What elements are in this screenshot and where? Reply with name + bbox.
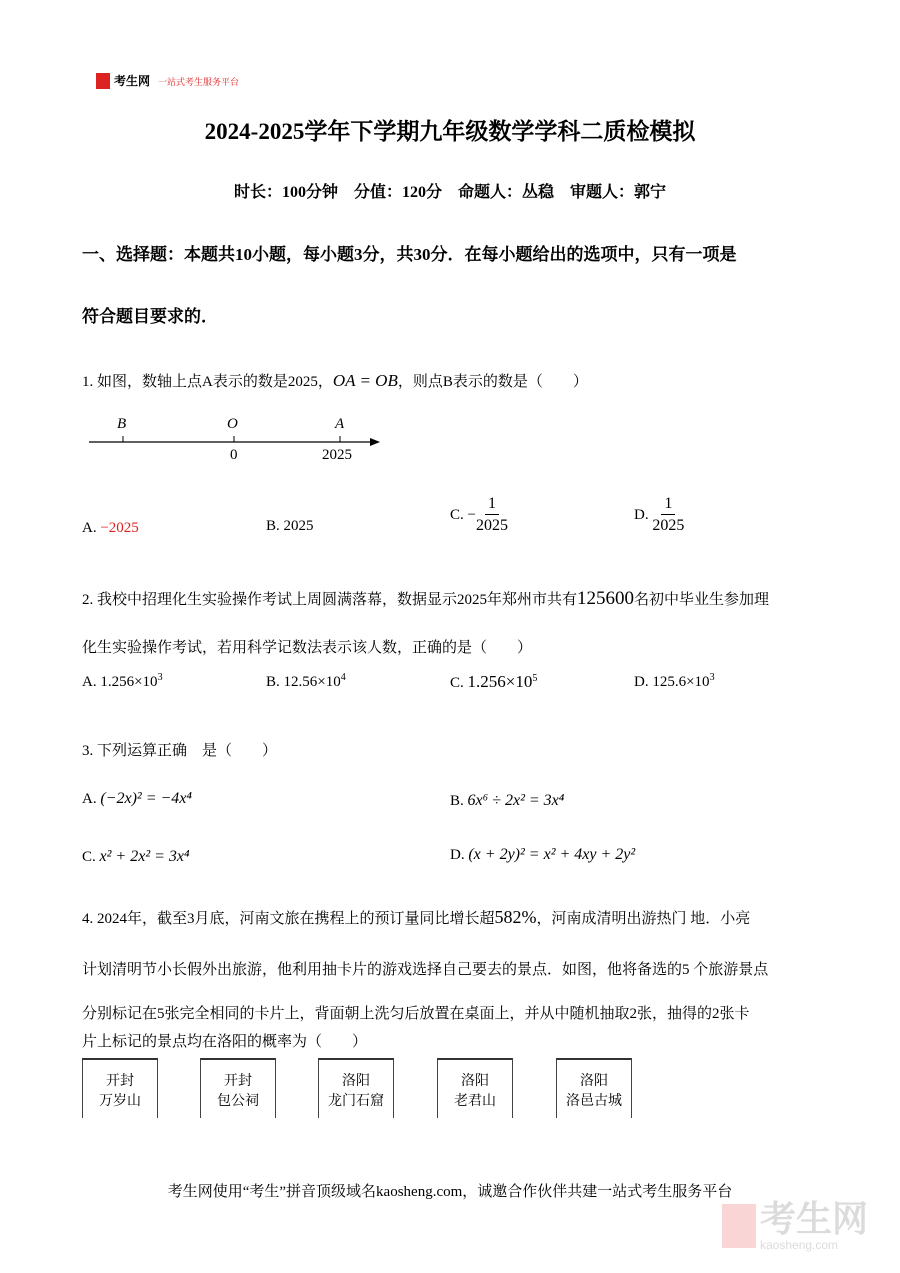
question-4-line2: 计划清明节小长假外出旅游，他利用抽卡片的游戏选择自己要去的景点．如图，他将备选的5 个旅游景点 <box>82 962 769 978</box>
logo-text: 考生网 <box>114 74 151 88</box>
q1-option-d: D. $\frac{1}{2025}$ <box>634 495 685 534</box>
q1-option-b: B. 2025 <box>266 518 314 534</box>
exam-meta: 时长：100分钟 分值：120分 命题人：丛稳 审题人：郭宁 <box>233 184 666 201</box>
card-3: 洛阳 龙门石窟 <box>318 1058 394 1118</box>
question-4: 4. 2024年，截至3月底，河南文旅在携程上的预订量同比增长超582%，河南成清明出游热门 地．小亮 <box>82 907 751 927</box>
q3-option-b: B. 6x⁶ ÷ 2x² = 3x⁴ <box>450 792 565 809</box>
question-2: 2. 我校中招理化生实验操作考试上周圆满落幕，数据显示2025年郑州市共有125600名初中毕业生参加理 <box>82 588 770 609</box>
header-logo <box>96 72 239 90</box>
q2-option-b: B. $12.56\times 10^4$ <box>266 672 346 690</box>
card-4: 洛阳 老君山 <box>437 1058 513 1118</box>
page-title: 2024-2025学年下学期九年级数学学科二质检模拟 <box>204 119 696 144</box>
tick-2025: 2025 <box>322 447 352 463</box>
card-2: 开封 包公祠 <box>200 1058 276 1118</box>
section-heading: 一、选择题：本题共10小题，每小题3分，共30分．在每小题给出的选项中，只有一项是 <box>82 245 737 264</box>
q2-option-c: C. $1.256\times 10^5$ <box>450 672 538 691</box>
q3-option-d: D. (x + 2y)² = x² + 4xy + 2y² <box>450 846 636 863</box>
q2-option-d: D. $125.6\times 10^3$ <box>634 672 715 690</box>
q3-option-c: C. x² + 2x² = 3x⁴ <box>82 848 190 865</box>
point-b-label: B <box>117 416 127 432</box>
footer-text: 考生网使用“考生”拼音顶级域名kaosheng.com，诚邀合作伙伴共建一站式考生服务平台 <box>167 1184 733 1200</box>
watermark-icon <box>722 1204 756 1248</box>
slogan: 一站式考生服务平台 <box>158 77 240 87</box>
question-4-line4: 片上标记的景点均在洛阳的概率为（ ） <box>82 1034 368 1050</box>
arrow-icon <box>370 438 380 446</box>
point-a-label: A <box>335 416 345 432</box>
q1-option-a: A. −2025 <box>82 520 139 536</box>
tick-0: 0 <box>230 447 238 463</box>
card-1: 开封 万岁山 <box>82 1058 158 1118</box>
point-o-label: O <box>227 416 238 432</box>
q3-option-a: A. (−2x)² = −4x⁴ <box>82 790 192 807</box>
card-5: 洛阳 洛邑古城 <box>556 1058 632 1118</box>
q2-option-a: A. $1.256\times 10^3$ <box>82 672 163 690</box>
logo-icon <box>96 73 110 89</box>
question-2-cont: 化生实验操作考试，若用科学记数法表示该人数，正确的是（ ） <box>82 640 533 656</box>
question-1: 1. 如图，数轴上点A表示的数是2025，OA = OB，则点B表示的数是（ ） <box>82 371 588 390</box>
section-heading-cont: 符合题目要求的． <box>82 307 218 326</box>
question-4-line3: 分别标记在5张完全相同的卡片上，背面朝上洗匀后放置在桌面上，并从中随机抽取2张，抽得的2张卡 <box>82 1006 750 1022</box>
watermark-logo: 考生网 kaosheng.com <box>722 1200 868 1252</box>
question-3: 3. 下列运算正确 是（ ） <box>82 743 278 759</box>
q1-option-c: C. − $\frac{1}{2025}$ <box>450 495 508 534</box>
